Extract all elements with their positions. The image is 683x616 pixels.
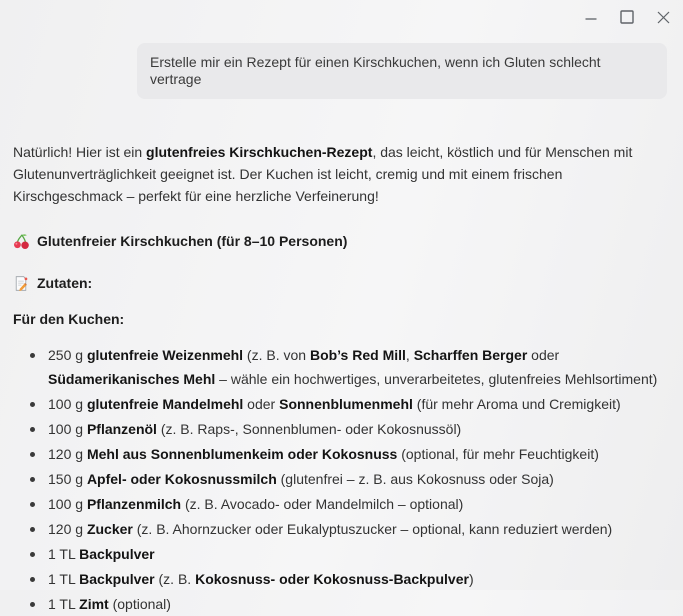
ingredients-heading	[13, 273, 667, 293]
cake-subheading: Für den Kuchen:	[13, 311, 125, 327]
ingredient-item: 100 g Pflanzenmilch (z. B. Avocado- oder Mandelmilch – optional)	[13, 492, 667, 516]
ingredients-list	[13, 343, 667, 616]
user-message-text: Erstelle mir ein Rezept für einen Kirschkuchen, wenn ich Gluten schlecht vertrage	[150, 54, 601, 87]
recipe-title-heading	[13, 231, 667, 251]
ingredient-item: 250 g glutenfreie Weizenmehl (z. B. von Bob’s Red Mill, Scharffen Berger oder Südamerikanisches Mehl – wähle ein hochwertiges, unverarbeitetes, glutenfreies Mehlsortiment)	[13, 343, 667, 391]
minimize-icon	[585, 11, 597, 23]
ingredient-item: 1 TL Backpulver (z. B. Kokosnuss- oder Kokosnuss-Backpulver)	[13, 567, 667, 591]
memo-icon	[13, 275, 30, 292]
ingredient-item: 100 g glutenfreie Mandelmehl oder Sonnenblumenmehl (für mehr Aroma und Cremigkeit)	[13, 392, 667, 416]
ingredient-item: 100 g Pflanzenöl (z. B. Raps-, Sonnenblumen- oder Kokosnussöl)	[13, 417, 667, 441]
close-button[interactable]	[651, 6, 675, 28]
user-message-bubble	[137, 43, 667, 99]
ingredients-heading-text: Zutaten:	[37, 275, 93, 291]
close-icon	[657, 11, 670, 24]
assistant-intro-paragraph: Natürlich! Hier ist ein glutenfreies Kirschkuchen-Rezept, das leicht, köstlich und für Menschen mit Glutenunverträglichkeit geeignet ist. Der Kuchen ist leicht, cremig und mit einem frischen Kirschgeschmack – perfekt für eine herzliche Verfeinerung!	[13, 144, 633, 204]
maximize-icon	[620, 10, 634, 24]
ingredient-item: 120 g Mehl aus Sonnenblumenkeim oder Kokosnuss (optional, für mehr Feuchtigkeit)	[13, 442, 667, 466]
maximize-button[interactable]	[615, 6, 639, 28]
assistant-message	[13, 141, 667, 616]
ingredient-item: 1 TL Zimt (optional)	[13, 592, 667, 616]
window-titlebar	[567, 6, 675, 28]
ingredient-item: 120 g Zucker (z. B. Ahornzucker oder Eukalyptuszucker – optional, kann reduziert werden)	[13, 517, 667, 541]
cherries-icon	[13, 233, 30, 250]
ingredient-item: 1 TL Backpulver	[13, 542, 667, 566]
ingredient-item: 150 g Apfel- oder Kokosnussmilch (glutenfrei – z. B. aus Kokosnuss oder Soja)	[13, 467, 667, 491]
recipe-title-text: Glutenfreier Kirschkuchen (für 8–10 Personen)	[37, 233, 348, 249]
minimize-button[interactable]	[579, 6, 603, 28]
